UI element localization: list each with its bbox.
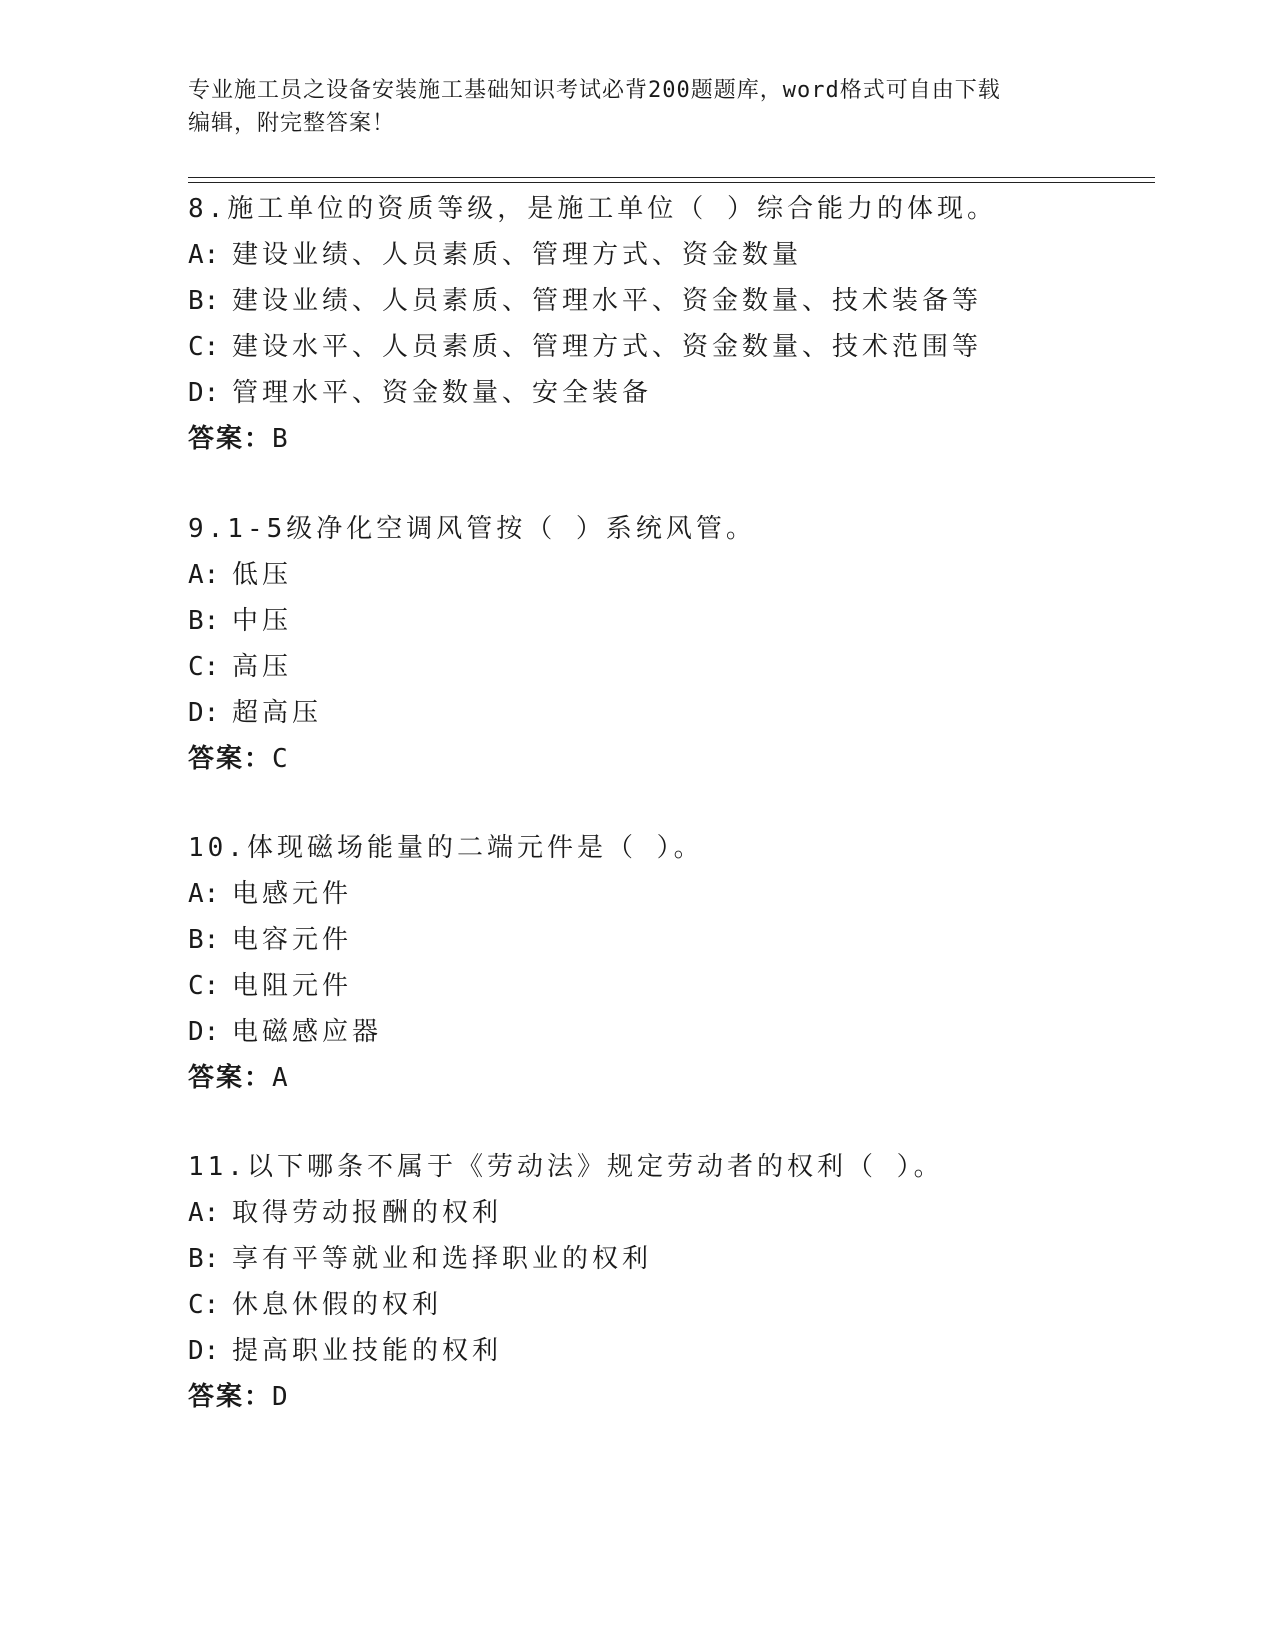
question-stem: 8.施工单位的资质等级，是施工单位（ ）综合能力的体现。 [188, 194, 997, 224]
option-a [188, 232, 1148, 278]
option-key: D: [188, 1017, 220, 1047]
option-d [188, 1328, 1148, 1374]
document-header [188, 74, 1088, 140]
option-a [188, 552, 1148, 598]
option-text: 享有平等就业和选择职业的权利 [232, 1244, 653, 1274]
option-text: 低压 [232, 560, 293, 590]
option-key: B: [188, 1244, 220, 1274]
option-d [188, 690, 1148, 736]
option-b [188, 278, 1148, 324]
question-block [188, 825, 1148, 1101]
question-stem: 9.1-5级净化空调风管按（ ）系统风管。 [188, 514, 756, 544]
answer-value: B [272, 424, 288, 454]
answer-value: D [272, 1382, 288, 1412]
option-key: C: [188, 332, 220, 362]
option-text: 休息休假的权利 [232, 1290, 443, 1320]
answer-label: 答案： [188, 1063, 273, 1093]
option-key: A: [188, 879, 220, 909]
option-text: 高压 [232, 652, 293, 682]
option-text: 电感元件 [232, 879, 353, 909]
option-key: C: [188, 652, 220, 682]
option-text: 中压 [232, 606, 293, 636]
option-d [188, 1009, 1148, 1055]
option-key: A: [188, 1198, 220, 1228]
option-key: B: [188, 286, 220, 316]
header-divider-bottom [188, 182, 1155, 183]
option-key: B: [188, 606, 220, 636]
option-text: 提高职业技能的权利 [232, 1336, 503, 1366]
option-text: 建设业绩、人员素质、管理水平、资金数量、技术装备等 [232, 286, 983, 316]
option-c [188, 963, 1148, 1009]
option-key: D: [188, 378, 220, 408]
question-stem: 10.体现磁场能量的二端元件是（ ）。 [188, 833, 704, 863]
option-a [188, 871, 1148, 917]
option-text: 取得劳动报酬的权利 [232, 1198, 503, 1228]
option-text: 建设水平、人员素质、管理方式、资金数量、技术范围等 [232, 332, 983, 362]
option-text: 建设业绩、人员素质、管理方式、资金数量 [232, 240, 803, 270]
header-line-1: 专业施工员之设备安装施工基础知识考试必背200题题库，word格式可自由下载 [188, 78, 1001, 103]
option-text: 电磁感应器 [232, 1017, 383, 1047]
question-block [188, 1144, 1148, 1420]
option-key: B: [188, 925, 220, 955]
option-text: 管理水平、资金数量、安全装备 [232, 378, 653, 408]
option-b [188, 1236, 1148, 1282]
option-key: D: [188, 1336, 220, 1366]
option-key: D: [188, 698, 220, 728]
option-b [188, 598, 1148, 644]
question-stem: 11.以下哪条不属于《劳动法》规定劳动者的权利（ ）。 [188, 1152, 944, 1182]
answer [188, 736, 1148, 782]
option-key: C: [188, 971, 220, 1001]
header-divider-top [188, 177, 1155, 178]
answer-value: C [272, 744, 288, 774]
option-key: A: [188, 240, 220, 270]
option-text: 电阻元件 [232, 971, 353, 1001]
option-text: 超高压 [232, 698, 323, 728]
option-key: A: [188, 560, 220, 590]
option-b [188, 917, 1148, 963]
answer-label: 答案： [188, 1382, 273, 1412]
option-d [188, 370, 1148, 416]
question-block [188, 506, 1148, 782]
option-c [188, 324, 1148, 370]
answer-label: 答案： [188, 424, 273, 454]
option-text: 电容元件 [232, 925, 353, 955]
answer [188, 1055, 1148, 1101]
option-key: C: [188, 1290, 220, 1320]
answer-value: A [272, 1063, 288, 1093]
header-line-2: 编辑，附完整答案！ [188, 111, 396, 136]
question-block [188, 186, 1148, 462]
option-a [188, 1190, 1148, 1236]
answer [188, 416, 1148, 462]
answer-label: 答案： [188, 744, 273, 774]
answer [188, 1374, 1148, 1420]
option-c [188, 1282, 1148, 1328]
option-c [188, 644, 1148, 690]
